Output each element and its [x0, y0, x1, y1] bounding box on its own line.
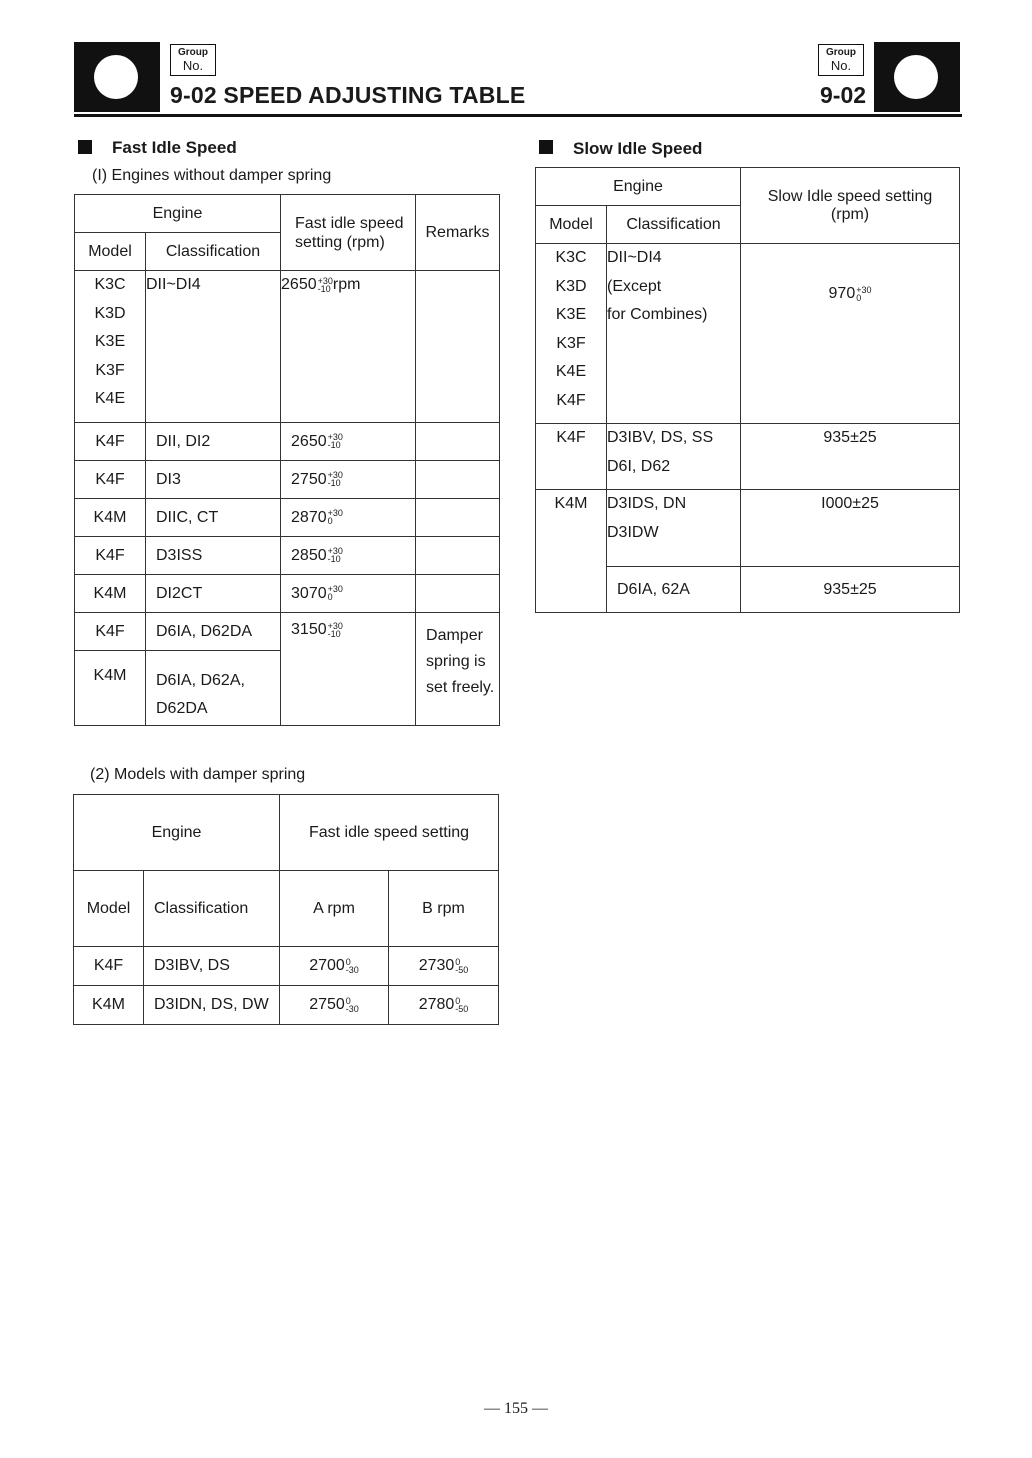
group-no-box-left: Group No.: [170, 44, 216, 76]
header-rule: [74, 114, 962, 117]
bullet-square: [539, 140, 553, 154]
header-remarks: Remarks: [416, 195, 500, 271]
fast-idle-table-2: Engine Fast idle speed setting Model Classification A rpm B rpm K4F D3IBV, DS 27000 -30 27300 -50 K4M D3IDN, DS, DW 27500 -30 27800 -50: [73, 794, 499, 1025]
table-row: K4F D3IBV, DS, SS D6I, D62 935±25: [536, 424, 960, 490]
header-setting: Fast idle speed setting (rpm): [281, 195, 416, 271]
table-row: K4F D3IBV, DS 27000 -30 27300 -50: [74, 947, 499, 986]
slow-idle-heading: Slow Idle Speed: [573, 139, 703, 158]
table-row: D6IA, 62A 935±25: [536, 567, 960, 613]
group-no-box-right: Group No.: [818, 44, 864, 76]
group-mark-left: [74, 42, 160, 112]
table-row: K4F D3ISS 2850+30 -10: [75, 537, 500, 575]
remarks-damper: Damper spring is set freely.: [416, 613, 500, 726]
fast-idle-heading: Fast Idle Speed: [112, 138, 237, 157]
table-row: K4F DI3 2750+30 -10: [75, 461, 500, 499]
page-title: 9-02 SPEED ADJUSTING TABLE: [170, 82, 526, 108]
group-number: 9-02: [820, 82, 867, 108]
table-row: K4M DIIC, CT 2870+30 0: [75, 499, 500, 537]
header-classification: Classification: [146, 233, 281, 271]
fast-idle-table-1: [74, 194, 500, 726]
table-row: K4F DII, DI2 2650+30 -10: [75, 423, 500, 461]
slow-idle-table: Engine Slow Idle speed setting (rpm) Model Classification K3C K3D K3E K3F K4E K4F DII~DI4 (Except for Combines) 970+30 0 K4F D3IBV, DS, SS D6I, D62 935±25 K4M D3IDS, DN D3IDW I000±25 D6IA, 62A 935±25: [535, 167, 960, 613]
header-engine: Engine: [75, 195, 281, 233]
table-row: K4M D3IDN, DS, DW 27500 -30 27800 -50: [74, 986, 499, 1025]
header-model: Model: [75, 233, 146, 271]
group-mark-right: [874, 42, 960, 112]
table-row: K4M DI2CT 3070+30 0: [75, 575, 500, 613]
table-row: K3C K3D K3E K3F K4E DII~DI4 2650+30 -10 rpm: [75, 271, 500, 423]
table-row: K3C K3D K3E K3F K4E K4F DII~DI4 (Except for Combines) 970+30 0: [536, 244, 960, 424]
page-number: — 155 —: [484, 1400, 548, 1417]
fast-idle-part1-caption: (I) Engines without damper spring: [92, 167, 332, 184]
table-row: K4F D6IA, D62DA 3150+30 -10 Damper spring is set freely.: [75, 613, 500, 651]
fast-idle-part2-caption: (2) Models with damper spring: [90, 766, 306, 783]
bullet-square: [78, 140, 92, 154]
table-row: K4M D6IA, D62A, D62DA: [75, 651, 500, 726]
table-row: K4M D3IDS, DN D3IDW I000±25: [536, 490, 960, 567]
